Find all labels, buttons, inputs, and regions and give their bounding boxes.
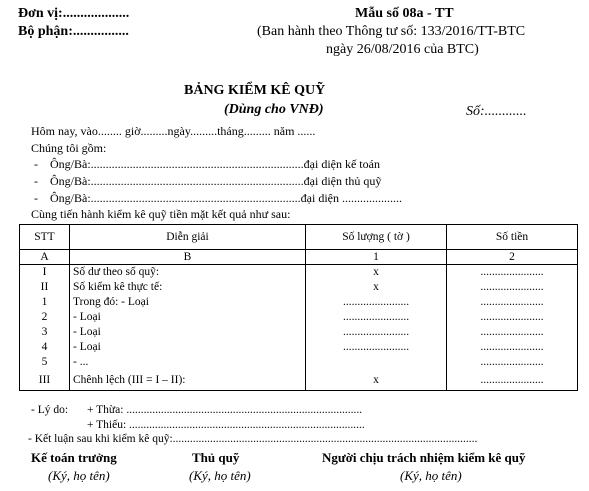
- signature-note: (Ký, họ tên): [400, 468, 462, 483]
- table-row: [20, 265, 578, 281]
- row-description: - ...: [70, 355, 306, 370]
- issued-note-line1: (Ban hành theo Thông tư số: 133/2016/TT-BTC: [257, 24, 526, 39]
- row-stt: II: [20, 280, 70, 295]
- form-number: Mẫu số 08a - TT: [355, 6, 454, 21]
- table-header-row: [20, 225, 578, 250]
- member-cashier: Ông/Bà:.......................................................................đại diện thủ quỹ: [50, 174, 382, 188]
- row-description: Số kiểm kê thực tế:: [70, 280, 306, 295]
- row-stt: 4: [20, 340, 70, 355]
- member-dash: -: [34, 174, 38, 188]
- member-other: Ông/Bà:......................................................................đại diện ....................: [50, 191, 402, 205]
- row-description: Trong đó: - Loại: [70, 295, 306, 310]
- table-row: [20, 370, 578, 391]
- page-subtitle: (Dùng cho VNĐ): [224, 102, 324, 117]
- row-quantity: .......................: [306, 325, 447, 340]
- row-quantity: [306, 355, 447, 370]
- row-stt: I: [20, 265, 70, 281]
- signature-title-chief-accountant: Kế toán trưởng: [31, 450, 117, 465]
- row-quantity: .......................: [306, 295, 447, 310]
- row-description: - Loại: [70, 340, 306, 355]
- col-header-quantity: Số lượng ( tờ ): [306, 225, 447, 250]
- page-title: BẢNG KIỂM KÊ QUỸ: [184, 83, 326, 98]
- row-description: Số dư theo sổ quỹ:: [70, 265, 306, 281]
- members-heading: Chúng tôi gồm:: [31, 141, 107, 155]
- row-description: - Loại: [70, 325, 306, 340]
- row-description: - Loại: [70, 310, 306, 325]
- row-quantity: x: [306, 280, 447, 295]
- document-number: Số:............: [466, 104, 527, 119]
- row-stt: III: [20, 370, 70, 391]
- table-row: [20, 325, 578, 340]
- signature-note: (Ký, họ tên): [48, 468, 110, 483]
- table-row: [20, 340, 578, 355]
- ref-cell: 1: [306, 250, 447, 265]
- ref-cell: 2: [447, 250, 578, 265]
- row-quantity: .......................: [306, 340, 447, 355]
- row-amount: ......................: [447, 340, 578, 355]
- signature-note: (Ký, họ tên): [189, 468, 251, 483]
- surplus-line: + Thừa: ..................................................................................: [87, 404, 363, 416]
- table-ref-row: [20, 250, 578, 265]
- row-stt: 1: [20, 295, 70, 310]
- table-row: [20, 355, 578, 370]
- shortage-line: + Thiếu: ..................................................................................: [87, 419, 365, 431]
- row-quantity: x: [306, 265, 447, 281]
- row-stt: 5: [20, 355, 70, 370]
- unit-field: Đơn vị:...................: [18, 6, 130, 21]
- col-header-description: Diễn giải: [70, 225, 306, 250]
- member-dash: -: [34, 191, 38, 205]
- row-amount: ......................: [447, 325, 578, 340]
- row-stt: 3: [20, 325, 70, 340]
- date-line: Hôm nay, vào........ giờ.........ngày.........tháng......... năm ......: [31, 124, 316, 138]
- signature-title-inventory-responsible: Người chịu trách nhiệm kiểm kê quỹ: [322, 450, 526, 465]
- conclusion-line: - Kết luận sau khi kiểm kê quỹ:..........................................................................................................: [28, 433, 478, 445]
- member-dash: -: [34, 157, 38, 171]
- row-amount: ......................: [447, 295, 578, 310]
- ref-cell: A: [20, 250, 70, 265]
- member-accountant: Ông/Bà:.......................................................................đại diện kế toán: [50, 157, 380, 171]
- issued-note-line2: ngày 26/08/2016 của BTC): [326, 42, 479, 57]
- row-amount: ......................: [447, 355, 578, 370]
- department-field: Bộ phận:................: [18, 24, 129, 39]
- ref-cell: B: [70, 250, 306, 265]
- row-quantity: x: [306, 370, 447, 391]
- table-row: [20, 280, 578, 295]
- row-description: Chênh lệch (III = I – II):: [70, 370, 306, 391]
- cash-inventory-table: [19, 224, 578, 391]
- row-amount: ......................: [447, 280, 578, 295]
- table-row: [20, 295, 578, 310]
- reason-label: - Lý do:: [31, 404, 69, 416]
- conduct-line: Cùng tiến hành kiểm kê quỹ tiền mặt kết quả như sau:: [31, 207, 291, 221]
- row-stt: 2: [20, 310, 70, 325]
- col-header-stt: STT: [20, 225, 70, 250]
- row-amount: ......................: [447, 370, 578, 391]
- row-amount: ......................: [447, 310, 578, 325]
- signature-title-cashier: Thủ quỹ: [192, 450, 240, 465]
- row-amount: ......................: [447, 265, 578, 281]
- col-header-amount: Số tiền: [447, 225, 578, 250]
- table-row: [20, 310, 578, 325]
- row-quantity: .......................: [306, 310, 447, 325]
